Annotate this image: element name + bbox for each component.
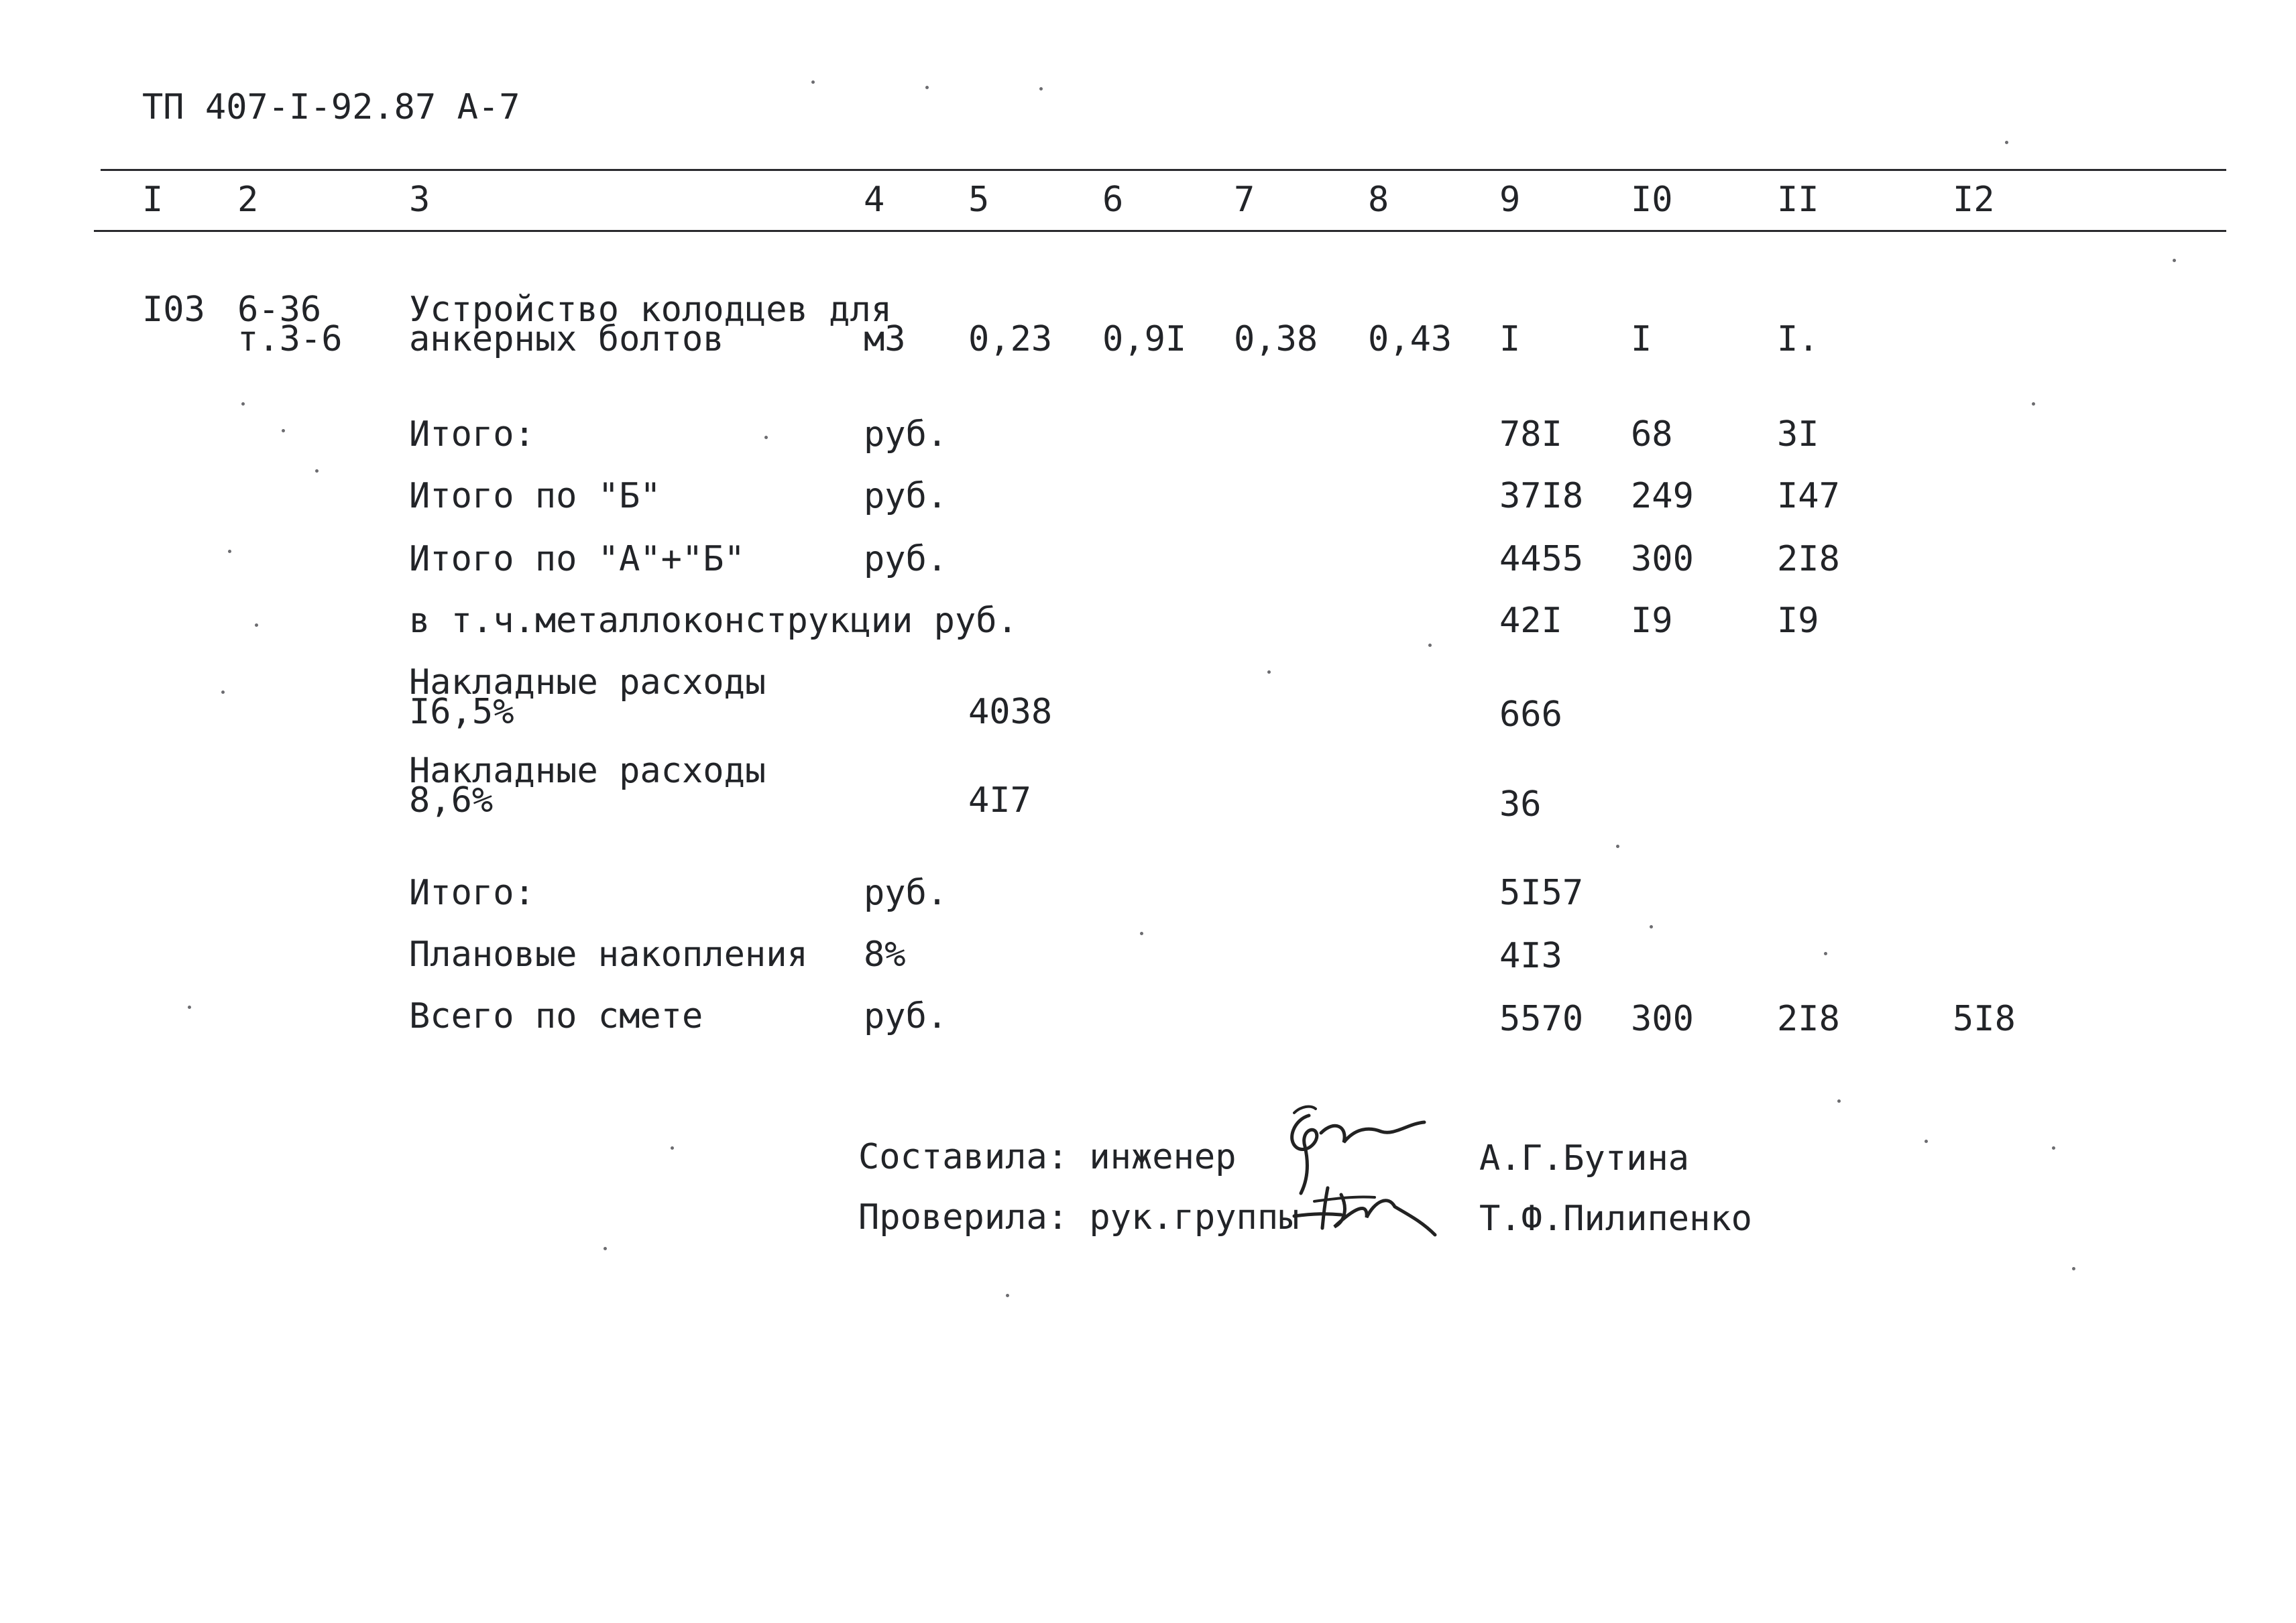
row-col11: 3I <box>1777 414 1819 455</box>
item-col11: I. <box>1777 319 1819 359</box>
row-col10: 249 <box>1631 476 1694 516</box>
row-label: Итого: <box>409 414 535 455</box>
column-header: II <box>1777 180 1819 220</box>
column-header: 4 <box>864 180 885 220</box>
row-col9: 36 <box>1499 784 1542 825</box>
row-label-line2: 8,6% <box>409 780 494 821</box>
row-col9: 42I <box>1499 601 1562 641</box>
signature-2-image <box>1287 1175 1448 1242</box>
row-col9: 666 <box>1499 695 1562 735</box>
row-col5: 4038 <box>968 692 1053 732</box>
compiled-by-label: Составила: инженер <box>858 1137 1237 1177</box>
row-col9: 5I57 <box>1499 873 1584 913</box>
column-header: 8 <box>1368 180 1389 220</box>
item-col8: 0,43 <box>1368 319 1452 359</box>
row-unit: руб. <box>864 996 948 1036</box>
row-col10: I9 <box>1631 601 1673 641</box>
row-col9: 37I8 <box>1499 476 1584 516</box>
row-col10: 300 <box>1631 999 1694 1039</box>
column-header: I <box>142 180 164 220</box>
column-header: I2 <box>1953 180 1995 220</box>
item-description-line2: анкерных болтов <box>409 319 724 359</box>
row-unit: 8% <box>864 935 906 975</box>
column-header: 7 <box>1234 180 1255 220</box>
row-unit: руб. <box>864 414 948 455</box>
item-reference-line2: т.3-6 <box>237 319 343 359</box>
row-label-line2: I6,5% <box>409 692 514 732</box>
row-col9: 5570 <box>1499 999 1584 1039</box>
row-col5: 4I7 <box>968 780 1031 821</box>
checked-by-name: Т.Ф.Пилипенко <box>1479 1199 1752 1239</box>
item-reference-line1: 6-36 <box>237 290 322 330</box>
column-header: 5 <box>968 180 990 220</box>
header-top-rule <box>101 169 2226 171</box>
item-col6: 0,9I <box>1102 319 1187 359</box>
row-label: Плановые накопления <box>409 935 808 975</box>
checked-by-label: Проверила: рук.группы <box>858 1197 1300 1238</box>
row-unit: руб. <box>864 873 948 913</box>
row-unit: руб. <box>864 539 948 579</box>
row-col11: I47 <box>1777 476 1840 516</box>
item-number: I03 <box>142 290 205 330</box>
row-label-line1: Накладные расходы <box>409 751 766 791</box>
row-label: Итого по "Б" <box>409 476 661 516</box>
row-label: в т.ч.металлоконструкции руб. <box>409 601 1018 641</box>
row-unit: руб. <box>864 476 948 516</box>
item-col7: 0,38 <box>1234 319 1318 359</box>
row-col9: 4I3 <box>1499 936 1562 976</box>
row-col10: 300 <box>1631 539 1694 579</box>
column-header: 9 <box>1499 180 1521 220</box>
row-label: Итого: <box>409 873 535 913</box>
row-label: Всего по смете <box>409 996 703 1036</box>
item-description-line1: Устройство колодцев для <box>409 290 893 330</box>
row-col10: 68 <box>1631 414 1673 455</box>
column-header: 2 <box>237 180 259 220</box>
row-col11: 2I8 <box>1777 539 1840 579</box>
item-col5: 0,23 <box>968 319 1053 359</box>
row-col9: 78I <box>1499 414 1562 455</box>
row-col11: 2I8 <box>1777 999 1840 1039</box>
row-col11: I9 <box>1777 601 1819 641</box>
column-header: 6 <box>1102 180 1124 220</box>
row-label-line1: Накладные расходы <box>409 662 766 703</box>
document-code: ТП 407-I-92.87 А-7 <box>142 87 520 127</box>
row-col12: 5I8 <box>1953 999 2016 1039</box>
row-label: Итого по "А"+"Б" <box>409 539 745 579</box>
item-col9: I <box>1499 319 1521 359</box>
header-bottom-rule <box>94 230 2226 232</box>
row-col9: 4455 <box>1499 539 1584 579</box>
column-header: I0 <box>1631 180 1673 220</box>
item-col10: I <box>1631 319 1652 359</box>
item-unit: м3 <box>864 319 906 359</box>
column-header: 3 <box>409 180 431 220</box>
compiled-by-name: А.Г.Бутина <box>1479 1138 1690 1179</box>
